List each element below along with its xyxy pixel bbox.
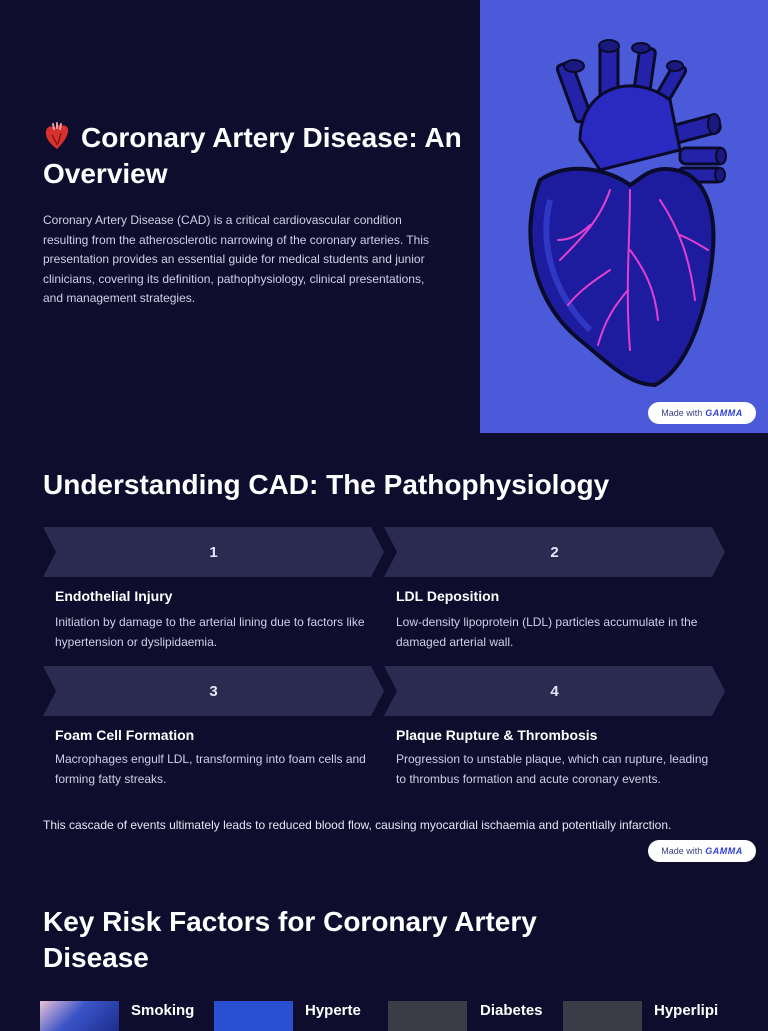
gamma-logo: GAMMA: [705, 408, 743, 418]
overview-intro: Coronary Artery Disease (CAD) is a critical cardiovascular condition resulting from the atherosclerotic narrowing of the coronary arteries. This presentation provides an essential guide for medical students and junior clinicians, covering its definition, pathophysiology, clinical presentations, and management strategies.: [43, 213, 429, 305]
overview-title-block: [43, 120, 463, 192]
step-3-title: Foam Cell Formation: [55, 727, 195, 743]
risk-factor-label: Hyperlipi: [654, 1002, 719, 1019]
step-4-title: Plaque Rupture & Thrombosis: [396, 727, 598, 743]
step-3-number: 3: [209, 682, 218, 700]
step-2-text: Low-density lipoprotein (LDL) particles accumulate in the damaged arterial wall.: [396, 615, 698, 649]
risk-factors-title: Key Risk Factors for Coronary Artery Disease: [43, 906, 537, 973]
diabetes-image: [388, 1001, 467, 1031]
risk-factor-label: Hyperte: [305, 1002, 361, 1019]
smoking-image: [40, 1001, 119, 1031]
hero-image: [480, 0, 768, 433]
badge-prefix: Made with: [661, 408, 703, 418]
step-2-number: 2: [550, 543, 559, 561]
anatomical-heart-icon: [43, 121, 71, 151]
made-with-gamma-badge[interactable]: [648, 402, 756, 424]
made-with-gamma-badge[interactable]: [648, 840, 756, 862]
gamma-logo: GAMMA: [705, 846, 743, 856]
hyperlipidaemia-image: [563, 1001, 642, 1031]
step-4-text: Progression to unstable plaque, which can rupture, leading to thrombus formation and acute coronary events.: [396, 752, 709, 786]
pathophysiology-title: Understanding CAD: The Pathophysiology: [43, 469, 610, 500]
step-3-text: Macrophages engulf LDL, transforming into foam cells and forming fatty streaks.: [55, 752, 366, 786]
overview-title: Coronary Artery Disease: An Overview: [43, 122, 462, 189]
risk-factor-label: Diabetes: [480, 1002, 543, 1019]
risk-factor-label: Smoking: [131, 1002, 195, 1019]
step-2-chevron: [384, 527, 725, 577]
step-1-text: Initiation by damage to the arterial lining due to factors like hypertension or dyslipidaemia.: [55, 615, 365, 649]
heart-illustration-icon: [480, 0, 768, 433]
step-4-number: 4: [550, 682, 559, 700]
step-4-chevron: [384, 666, 725, 716]
pathophysiology-summary: This cascade of events ultimately leads to reduced blood flow, causing myocardial ischaemia and potentially infarction.: [43, 818, 672, 832]
step-3-chevron: [43, 666, 384, 716]
step-1-chevron: [43, 527, 384, 577]
step-1-number: 1: [209, 543, 218, 561]
step-1-title: Endothelial Injury: [55, 588, 173, 604]
badge-prefix: Made with: [661, 846, 703, 856]
step-2-title: LDL Deposition: [396, 588, 500, 604]
hypertension-image: [214, 1001, 293, 1031]
